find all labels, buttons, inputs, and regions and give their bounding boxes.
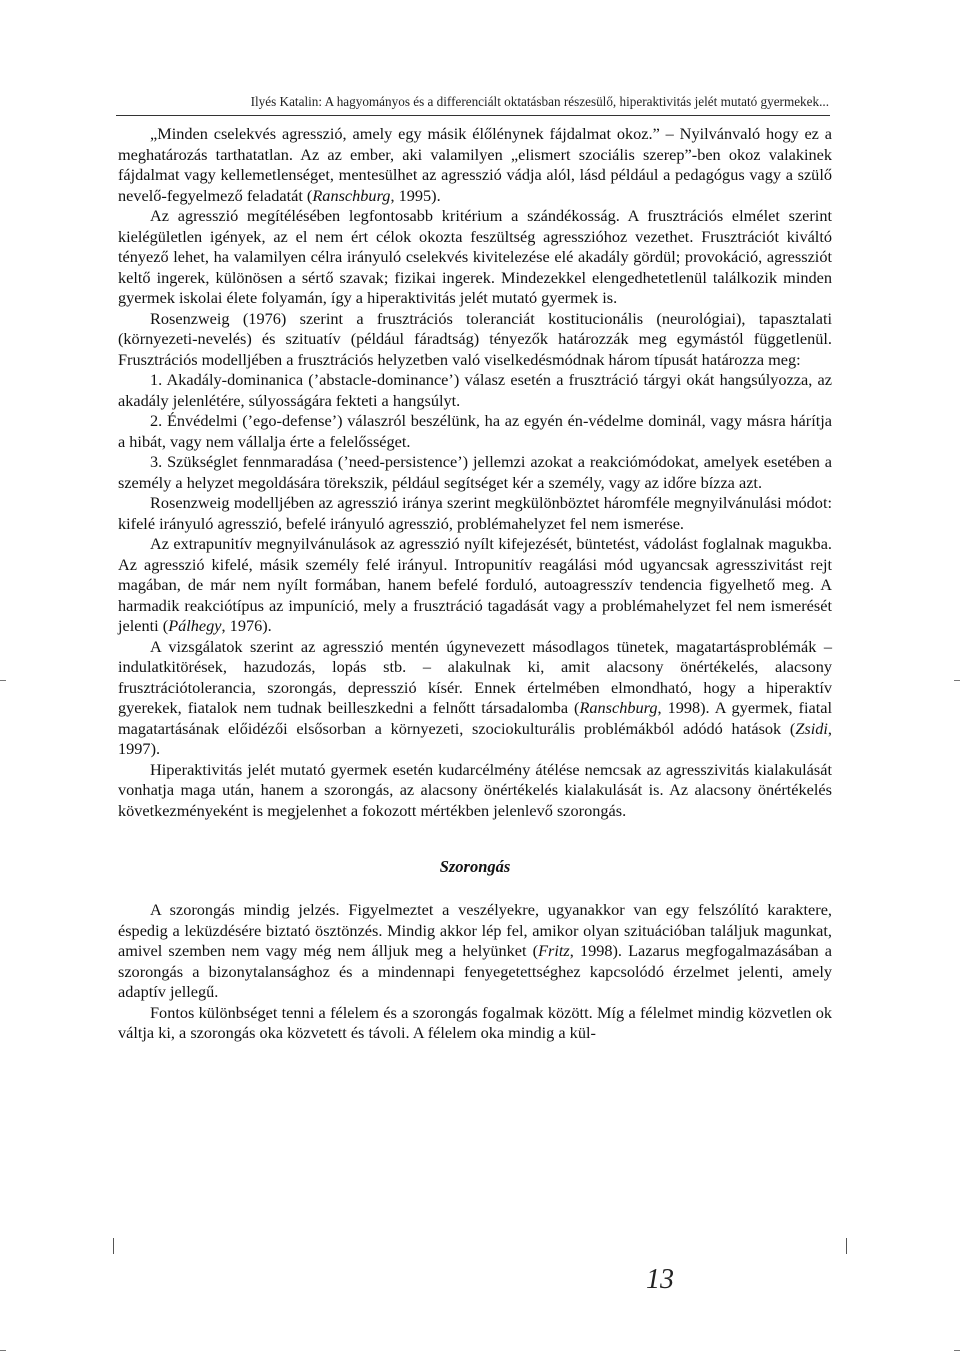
running-head: Ilyés Katalin: A hagyományos és a differenciált oktatásban részesülő, hiperaktivitás jelét mutató gyermekek... [250,94,829,109]
citation-year: , 1976). [221,616,272,635]
text-column [118,124,832,1044]
paragraph-anxiety-signal [118,900,832,1003]
crop-mark [0,1350,6,1351]
citation-author: Pálhegy [168,616,222,635]
paragraph-direction: Rosenzweig modelljében az agresszió iránya szerint megkülönböztet háromféle megnyilvánulási módot: kifelé irányuló agresszió, befelé irányuló agresszió, problémahelyzet fel nem ismerése. [118,493,832,533]
citation-author: Ranschburg [579,698,658,717]
citation-year: , 1995). [390,185,441,205]
left-margin-line [113,1238,114,1254]
paragraph-extrapunitive [118,534,832,637]
list-item-need-persistence: 3. Szükséglet fennmaradása (’need-persistence’) jellemzi azokat a reakciómódokat, amelyek esetében a személy a helyzet megoldására törekszik, például segítséget kér a személy, vagy az időre bízza azt. [118,452,832,492]
header-rule [116,115,830,116]
paragraph-intent: Az agresszió megítélésében legfontosabb kritérium a szándékosság. A frusztrációs elmélet szerint kielégületlen igények, az el nem ért célok okozta feszültség agresszióhoz vezethet. Frusztrációt kiváltó tényező lehet, ha valamilyen célra irányuló cselekvés kivitelezése elé akadály gördül; provokáció, agressziót keltő ingerek, különösen a sértő szavak; fizikai ingerek. Mindezekkel elengedhetetlenül találkozik minden gyermek iskolai élete folyamán, így a hiperaktivitás jelét mutató gyermek is. [118,206,832,307]
page-number: 13 [646,1264,674,1295]
citation-author: Zsidi [795,718,828,738]
citation-year: , 1997). [118,718,832,758]
paragraph-definition [118,124,832,206]
crop-mark [0,680,6,681]
crop-mark [954,680,960,681]
paragraph-text: Az extrapunitív megnyilvánulások az agresszió nyílt kifejezését, büntetést, vádolást foglalnak magukba. Az agresszió kifelé, másik személy felé irányul. Intropunitív reagálási mód ugyancsak agresszivitást rejt magában, de már nem nyílt formában, hanem befelé forduló, autoagresszív tendencia figyelhető meg. A harmadik reakciótípus az impuníció, mely a frusztráció tagadását vagy a problémahelyzet fel nem ismerését jelenti ( [118,534,832,635]
paragraph-failure: Hiperaktivitás jelét mutató gyermek esetén kudarcélmény átélése nemcsak az agresszivitás kialakulását vonhatja maga után, hanem a szorongás, az alacsony önértékelés kialakulását is. Az alacsony önértékelés következményeként is megjelenhet a fokozott mértékben jelenlevő szorongás. [118,759,832,820]
paragraph-secondary-symptoms [118,637,832,760]
crop-mark [954,1350,960,1351]
right-margin-line [846,1238,847,1254]
section-heading: Szorongás [439,857,511,876]
paragraph-fear-vs-anxiety: Fontos különbséget tenni a félelem és a szorongás fogalmak között. Míg a félelmet mindig közvetlen ok váltja ki, a szorongás oka közvetett és távoli. A félelem oka mindig a kül- [118,1002,832,1042]
paragraph-text: A szorongás mindig jelzés. Figyelmeztet a veszélyekre, ugyanakkor van egy felszólító karaktere, éspedig a leküzdésére biztató ösztönzés. Mindig akkor lép fel, amikor olyan szituációban találjuk magunkat, amivel szemben nem vagy még nem álljuk meg a helyünket ( [118,900,832,960]
paragraph-text: A vizsgálatok szerint az agresszió mentén úgynevezett másodlagos tünetek, magatartásproblémák – indulatkitörések, hazudozás, lopás stb. – alakulnak ki, amit alacsony önértékelés, alacsony frusztrációtolerancia, szorongás, depresszió kísér. Ennek értelmében elmondható, hogy a hiperaktív gyerekek, fiatalok nem tudnak beilleszkedni a felnőtt társadalomba ( [118,636,832,717]
paragraph-text: , 1998). A gyermek, fiatal magatartásának előidézői elsősorban a környezeti, szociokulturális problémákból adódó hatások ( [118,698,832,738]
list-item-ego-defense: 2. Énvédelmi (’ego-defense’) válaszról beszélünk, ha az egyén én-védelme dominál, vagy másra hárítja a hibát, vagy nem vállalja érte a felelősséget. [118,411,832,451]
paragraph-rosenzweig: Rosenzweig (1976) szerint a frusztrációs toleranciát kostitucionális (neurológiai), tapasztalati (környezeti-nevelés) és szituatív (például fáradtság) tényezők határozzák meg egymástól függetlenül. Frusztrációs modelljében a frusztrációs helyzetben való viselkedésmódnak három típusát határozza meg: [118,308,832,369]
citation-author: Fritz [538,941,570,960]
paragraph-text: , 1998). Lazarus megfogalmazásában a szorongás a bizonytalansághoz és a mindennapi fenyegetettséghez kapcsolódó érzelmet jelenti, amely adaptív jellegű. [118,941,832,1001]
citation-author: Ranschburg [312,185,391,205]
list-item-obstacle: 1. Akadály-dominanica (’abstacle-dominance’) válasz esetén a frusztráció tárgyi okát hangsúlyozza, az akadály jelenlétére, súlyosságára fekteti a hangsúlyt. [118,370,832,410]
paragraph-text: „Minden cselekvés agresszió, amely egy másik élőlénynek fájdalmat okoz.” – Nyilvánvaló hogy ez a meghatározás tarthatatlan. Az az ember, aki valamilyen „elismert szociális szerep”-ben okoz valakinek fájdalmat vagy kellemetlenséget, mentesülhet az agresszió vádja alól, lásd például a pedagógus vagy a szülő nevelő-fegyelmező feladatát ( [118,124,832,205]
